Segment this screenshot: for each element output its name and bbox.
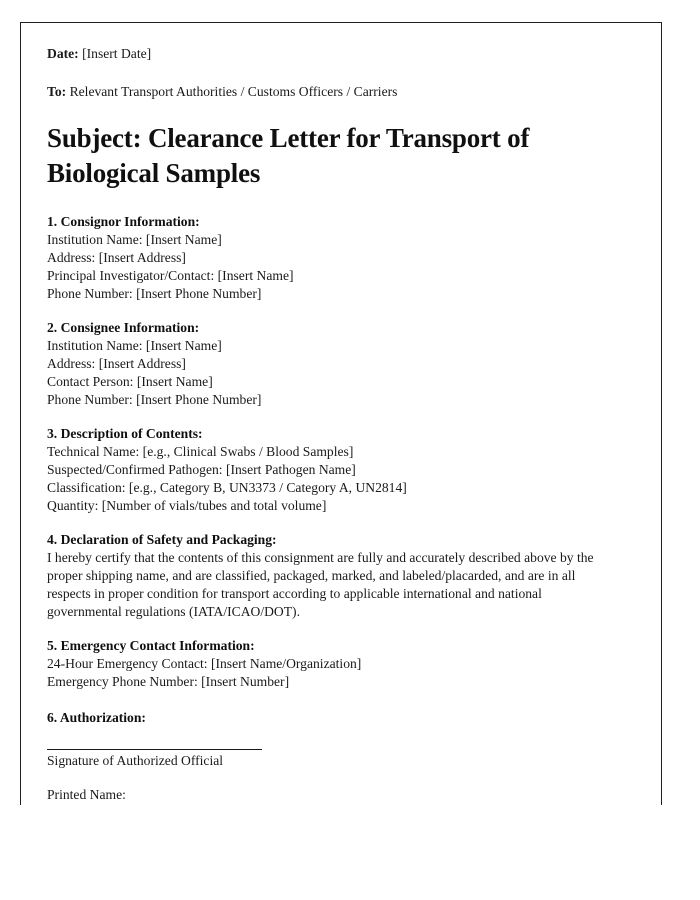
recipient-line — [47, 83, 635, 101]
section-heading: 5. Emergency Contact Information: — [47, 638, 255, 653]
section-consignee-information — [47, 319, 635, 409]
recipient-label: To: — [47, 84, 67, 99]
field-line: Emergency Phone Number: [Insert Number] — [47, 674, 290, 689]
document-body — [21, 23, 661, 804]
field-line: Address: [Insert Address] — [47, 356, 186, 371]
field-line: Phone Number: [Insert Phone Number] — [47, 286, 262, 301]
section-heading: 6. Authorization: — [47, 710, 146, 725]
field-line: Quantity: [Number of vials/tubes and total volume] — [47, 498, 327, 513]
field-line: Suspected/Confirmed Pathogen: [Insert Pathogen Name] — [47, 462, 356, 477]
date-line — [47, 45, 635, 63]
section-heading: 1. Consignor Information: — [47, 214, 200, 229]
field-line: Contact Person: [Insert Name] — [47, 374, 213, 389]
document-page — [20, 22, 662, 805]
section-declaration-of-safety-and-packaging — [47, 531, 635, 621]
date-value: [Insert Date] — [82, 46, 152, 61]
document-title: Subject: Clearance Letter for Transport of Biological Samples — [47, 123, 530, 188]
section-heading: 3. Description of Contents: — [47, 426, 203, 441]
field-line: Phone Number: [Insert Phone Number] — [47, 392, 262, 407]
recipient-value: Relevant Transport Authorities / Customs Officers / Carriers — [69, 84, 398, 99]
section-consignor-information — [47, 213, 635, 303]
field-line: Classification: [e.g., Category B, UN3373 / Category A, UN2814] — [47, 480, 407, 495]
printed-name-line: Printed Name: — [47, 787, 126, 802]
field-line: Address: [Insert Address] — [47, 250, 186, 265]
section-heading: 2. Consignee Information: — [47, 320, 200, 335]
signature-caption: Signature of Authorized Official — [47, 753, 224, 768]
date-label: Date: — [47, 46, 79, 61]
declaration-paragraph: I hereby certify that the contents of this consignment are fully and accurately described above by the proper shipping name, and are classified, packaged, marked, and labeled/placarded, and are in all respects in proper condition for transport according to applicable international and national governmental regulations (IATA/ICAO/DOT). — [47, 550, 594, 619]
signature-spacer — [47, 727, 635, 749]
field-line: Institution Name: [Insert Name] — [47, 232, 222, 247]
field-line: 24-Hour Emergency Contact: [Insert Name/Organization] — [47, 656, 362, 671]
field-line: Institution Name: [Insert Name] — [47, 338, 222, 353]
section-emergency-contact-information — [47, 637, 635, 691]
section-heading: 4. Declaration of Safety and Packaging: — [47, 532, 277, 547]
field-line: Technical Name: [e.g., Clinical Swabs / Blood Samples] — [47, 444, 354, 459]
section-description-of-contents — [47, 425, 635, 515]
signature-rule — [47, 749, 262, 750]
section-authorization — [47, 709, 635, 804]
field-line: Principal Investigator/Contact: [Insert Name] — [47, 268, 294, 283]
